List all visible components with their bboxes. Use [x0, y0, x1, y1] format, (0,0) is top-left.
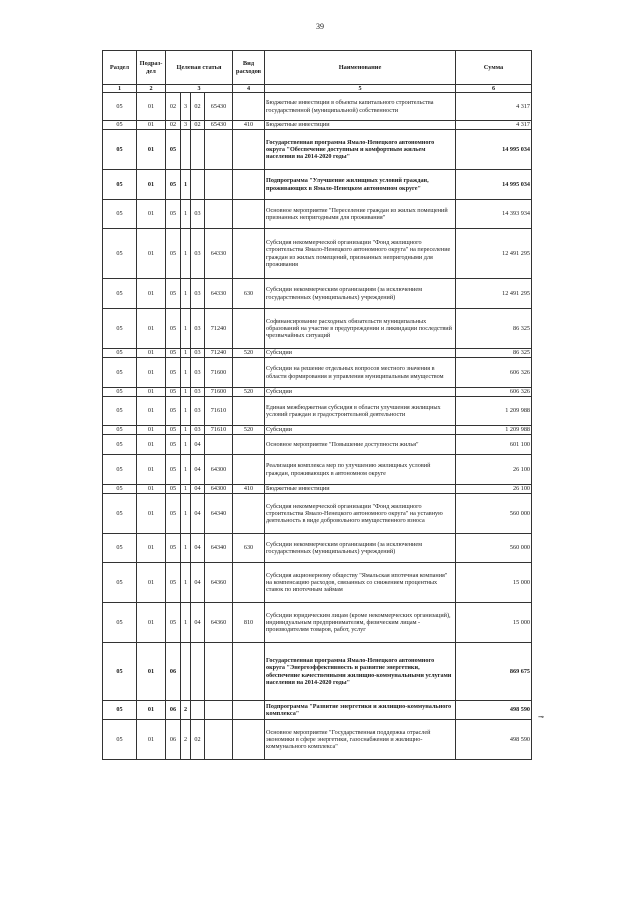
- cell-naimenovanie: Субсидии на решение отдельных вопросов местного значения в области формирования и управления муниципальным имуществом: [265, 358, 456, 388]
- cell-podrazdel: 01: [137, 563, 166, 603]
- margin-mark: ⊸: [538, 713, 544, 721]
- table-row: [103, 388, 532, 397]
- cell-summa: 26 100: [456, 485, 532, 494]
- cell-razdel: 05: [103, 643, 137, 701]
- cell-razdel: 05: [103, 130, 137, 170]
- cell-podrazdel: 01: [137, 279, 166, 309]
- cell-summa: 12 491 295: [456, 279, 532, 309]
- page-number: 39: [316, 22, 324, 31]
- cell-razdel: 05: [103, 485, 137, 494]
- header-summa: Сумма: [456, 51, 532, 85]
- cell-podrazdel: 01: [137, 229, 166, 279]
- cell-podrazdel: 01: [137, 485, 166, 494]
- cell-subprogram-code: 1: [181, 349, 191, 358]
- table-row: [103, 534, 532, 563]
- header-celevaya-statya: Целевая статья: [166, 51, 233, 85]
- cell-vid-raskhodov: [233, 643, 265, 701]
- cell-program-code: 05: [166, 200, 181, 229]
- cell-direction-code: [205, 170, 233, 200]
- cell-event-code: 04: [191, 494, 205, 534]
- cell-vid-raskhodov: 630: [233, 279, 265, 309]
- cell-summa: 606 326: [456, 388, 532, 397]
- cell-naimenovanie: Софинансирование расходных обязательств муниципальных образований на участие в предупреждении и ликвидации последствий чрезвычайных ситуаций: [265, 309, 456, 349]
- table-row: [103, 494, 532, 534]
- cell-direction-code: 64300: [205, 455, 233, 485]
- cell-event-code: 04: [191, 563, 205, 603]
- table-row: [103, 309, 532, 349]
- cell-podrazdel: 01: [137, 121, 166, 130]
- cell-summa: 86 325: [456, 309, 532, 349]
- table-row: [103, 720, 532, 760]
- cell-podrazdel: 01: [137, 93, 166, 121]
- cell-event-code: 04: [191, 534, 205, 563]
- cell-vid-raskhodov: [233, 200, 265, 229]
- cell-program-code: 05: [166, 388, 181, 397]
- cell-program-code: 06: [166, 643, 181, 701]
- cell-summa: 4 317: [456, 93, 532, 121]
- cell-vid-raskhodov: [233, 720, 265, 760]
- cell-summa: 560 000: [456, 494, 532, 534]
- cell-program-code: 05: [166, 397, 181, 426]
- cell-naimenovanie: Государственная программа Ямало-Ненецкого автономного округа "Обеспечение доступным и комфортным жильем населения на 2014-2020 годы": [265, 130, 456, 170]
- table-row: [103, 643, 532, 701]
- cell-razdel: 05: [103, 229, 137, 279]
- cell-subprogram-code: 1: [181, 455, 191, 485]
- cell-podrazdel: 01: [137, 349, 166, 358]
- cell-direction-code: 71610: [205, 397, 233, 426]
- cell-program-code: 05: [166, 485, 181, 494]
- table-body: [103, 93, 532, 760]
- cell-vid-raskhodov: [233, 455, 265, 485]
- cell-direction-code: 64300: [205, 485, 233, 494]
- cell-naimenovanie: Подпрограмма "Улучшение жилищных условий граждан, проживающих в Ямало-Ненецком автономном округе": [265, 170, 456, 200]
- cell-event-code: 02: [191, 720, 205, 760]
- cell-vid-raskhodov: [233, 170, 265, 200]
- cell-subprogram-code: 3: [181, 121, 191, 130]
- table-row: [103, 358, 532, 388]
- table-row: [103, 121, 532, 130]
- cell-vid-raskhodov: [233, 397, 265, 426]
- cell-subprogram-code: 1: [181, 534, 191, 563]
- cell-program-code: 05: [166, 130, 181, 170]
- cell-vid-raskhodov: [233, 563, 265, 603]
- cell-subprogram-code: 1: [181, 426, 191, 435]
- cell-razdel: 05: [103, 93, 137, 121]
- cell-direction-code: 71610: [205, 426, 233, 435]
- cell-podrazdel: 01: [137, 426, 166, 435]
- cell-razdel: 05: [103, 170, 137, 200]
- cell-podrazdel: 01: [137, 397, 166, 426]
- cell-razdel: 05: [103, 563, 137, 603]
- cell-summa: 601 100: [456, 435, 532, 455]
- table-row: [103, 200, 532, 229]
- cell-direction-code: [205, 720, 233, 760]
- cell-summa: 498 590: [456, 701, 532, 720]
- table-header-row: [103, 51, 532, 85]
- header-naimenovanie: Наименование: [265, 51, 456, 85]
- header-vid-raskhodov: Вид расходов: [233, 51, 265, 85]
- cell-direction-code: 64330: [205, 229, 233, 279]
- cell-summa: 1 209 988: [456, 426, 532, 435]
- cell-direction-code: 65430: [205, 93, 233, 121]
- column-index: 4: [233, 85, 265, 93]
- table-row: [103, 455, 532, 485]
- cell-razdel: 05: [103, 534, 137, 563]
- cell-naimenovanie: Бюджетные инвестиции: [265, 121, 456, 130]
- cell-subprogram-code: [181, 643, 191, 701]
- cell-razdel: 05: [103, 279, 137, 309]
- column-index: 3: [166, 85, 233, 93]
- cell-vid-raskhodov: [233, 435, 265, 455]
- cell-vid-raskhodov: 630: [233, 534, 265, 563]
- cell-subprogram-code: 1: [181, 279, 191, 309]
- table-row: [103, 279, 532, 309]
- cell-podrazdel: 01: [137, 435, 166, 455]
- cell-podrazdel: 01: [137, 494, 166, 534]
- cell-razdel: 05: [103, 435, 137, 455]
- cell-subprogram-code: 1: [181, 309, 191, 349]
- cell-naimenovanie: Субсидии: [265, 426, 456, 435]
- cell-program-code: 05: [166, 455, 181, 485]
- cell-vid-raskhodov: 410: [233, 121, 265, 130]
- cell-summa: 1 209 988: [456, 397, 532, 426]
- cell-event-code: [191, 643, 205, 701]
- cell-event-code: [191, 701, 205, 720]
- cell-direction-code: 71600: [205, 388, 233, 397]
- cell-vid-raskhodov: 520: [233, 426, 265, 435]
- cell-direction-code: 64340: [205, 494, 233, 534]
- cell-subprogram-code: 1: [181, 494, 191, 534]
- table-row: [103, 130, 532, 170]
- cell-summa: 606 326: [456, 358, 532, 388]
- cell-program-code: 06: [166, 701, 181, 720]
- cell-vid-raskhodov: [233, 494, 265, 534]
- cell-subprogram-code: 1: [181, 358, 191, 388]
- cell-summa: 498 590: [456, 720, 532, 760]
- cell-event-code: 03: [191, 358, 205, 388]
- cell-vid-raskhodov: [233, 358, 265, 388]
- cell-naimenovanie: Бюджетные инвестиции в объекты капитального строительства государственной (муниципальной) собственности: [265, 93, 456, 121]
- cell-razdel: 05: [103, 200, 137, 229]
- cell-subprogram-code: 2: [181, 701, 191, 720]
- cell-razdel: 05: [103, 426, 137, 435]
- cell-summa: 4 317: [456, 121, 532, 130]
- cell-summa: 14 995 034: [456, 130, 532, 170]
- cell-direction-code: 65430: [205, 121, 233, 130]
- cell-podrazdel: 01: [137, 170, 166, 200]
- cell-vid-raskhodov: [233, 93, 265, 121]
- budget-table: [102, 50, 532, 760]
- cell-subprogram-code: 1: [181, 170, 191, 200]
- cell-direction-code: 71240: [205, 349, 233, 358]
- cell-event-code: 02: [191, 93, 205, 121]
- header-podrazdel: Подраз-дел: [137, 51, 166, 85]
- cell-event-code: 04: [191, 435, 205, 455]
- cell-direction-code: 64340: [205, 534, 233, 563]
- cell-subprogram-code: [181, 130, 191, 170]
- cell-podrazdel: 01: [137, 309, 166, 349]
- cell-direction-code: [205, 200, 233, 229]
- cell-program-code: 05: [166, 603, 181, 643]
- cell-podrazdel: 01: [137, 200, 166, 229]
- cell-program-code: 05: [166, 494, 181, 534]
- cell-direction-code: [205, 130, 233, 170]
- cell-program-code: 06: [166, 720, 181, 760]
- cell-naimenovanie: Подпрограмма "Развитие энергетики и жилищно-коммунального комплекса": [265, 701, 456, 720]
- cell-razdel: 05: [103, 701, 137, 720]
- cell-subprogram-code: 1: [181, 435, 191, 455]
- cell-podrazdel: 01: [137, 701, 166, 720]
- column-index: 1: [103, 85, 137, 93]
- cell-summa: 86 325: [456, 349, 532, 358]
- cell-vid-raskhodov: [233, 701, 265, 720]
- cell-program-code: 05: [166, 426, 181, 435]
- cell-subprogram-code: 1: [181, 485, 191, 494]
- cell-razdel: 05: [103, 455, 137, 485]
- cell-naimenovanie: Субсидии некоммерческим организациям (за исключением государственных (муниципальных) учреждений): [265, 279, 456, 309]
- cell-event-code: 03: [191, 388, 205, 397]
- cell-podrazdel: 01: [137, 130, 166, 170]
- cell-subprogram-code: 1: [181, 229, 191, 279]
- cell-program-code: 05: [166, 563, 181, 603]
- cell-event-code: 04: [191, 603, 205, 643]
- cell-summa: 869 675: [456, 643, 532, 701]
- table-row: [103, 603, 532, 643]
- cell-subprogram-code: 1: [181, 563, 191, 603]
- cell-naimenovanie: Субсидии: [265, 388, 456, 397]
- cell-summa: 14 393 934: [456, 200, 532, 229]
- cell-razdel: 05: [103, 388, 137, 397]
- cell-summa: 12 491 295: [456, 229, 532, 279]
- cell-event-code: 03: [191, 349, 205, 358]
- cell-summa: 15 000: [456, 603, 532, 643]
- column-index: 5: [265, 85, 456, 93]
- table-row: [103, 397, 532, 426]
- cell-naimenovanie: Субсидии некоммерческим организациям (за исключением государственных (муниципальных) учреждений): [265, 534, 456, 563]
- cell-razdel: 05: [103, 603, 137, 643]
- cell-razdel: 05: [103, 121, 137, 130]
- cell-naimenovanie: Субсидия акционерному обществу "Ямальская ипотечная компания" на компенсацию расходов, связанных со снижением процентных ставок по ипотечным займам: [265, 563, 456, 603]
- cell-direction-code: 64360: [205, 563, 233, 603]
- header-razdel: Раздел: [103, 51, 137, 85]
- cell-podrazdel: 01: [137, 720, 166, 760]
- column-index: 2: [137, 85, 166, 93]
- cell-event-code: 03: [191, 397, 205, 426]
- cell-direction-code: 71240: [205, 309, 233, 349]
- cell-naimenovanie: Субсидия некоммерческой организации "Фонд жилищного строительства Ямало-Ненецкого автономного округа" на уставную деятельность в виде добровольного имущественного взноса: [265, 494, 456, 534]
- table-row: [103, 229, 532, 279]
- cell-summa: 15 000: [456, 563, 532, 603]
- cell-direction-code: 71600: [205, 358, 233, 388]
- cell-podrazdel: 01: [137, 643, 166, 701]
- table-row: [103, 485, 532, 494]
- table-row: [103, 435, 532, 455]
- cell-program-code: 02: [166, 121, 181, 130]
- cell-podrazdel: 01: [137, 388, 166, 397]
- cell-naimenovanie: Государственная программа Ямало-Ненецкого автономного округа "Энергоэффективность и развитие энергетики, обеспечение качественными жилищно-коммунальными услугами населения на 2014-2020 годы": [265, 643, 456, 701]
- cell-program-code: 05: [166, 170, 181, 200]
- cell-vid-raskhodov: 520: [233, 349, 265, 358]
- cell-event-code: 02: [191, 121, 205, 130]
- cell-event-code: 03: [191, 426, 205, 435]
- cell-program-code: 05: [166, 435, 181, 455]
- cell-program-code: 05: [166, 279, 181, 309]
- table-row: [103, 563, 532, 603]
- cell-program-code: 02: [166, 93, 181, 121]
- cell-event-code: [191, 130, 205, 170]
- cell-subprogram-code: 1: [181, 388, 191, 397]
- cell-vid-raskhodov: [233, 309, 265, 349]
- cell-naimenovanie: Основное мероприятие "Государственная поддержка отраслей экономики в сфере энергетики, газоснабжения и жилищно-коммунального комплекса": [265, 720, 456, 760]
- cell-naimenovanie: Реализация комплекса мер по улучшению жилищных условий граждан, проживающих в автономном округе: [265, 455, 456, 485]
- cell-event-code: 03: [191, 279, 205, 309]
- cell-subprogram-code: 1: [181, 200, 191, 229]
- cell-naimenovanie: Субсидии: [265, 349, 456, 358]
- cell-summa: 14 995 034: [456, 170, 532, 200]
- cell-razdel: 05: [103, 349, 137, 358]
- cell-subprogram-code: 1: [181, 603, 191, 643]
- cell-vid-raskhodov: [233, 229, 265, 279]
- table-row: [103, 170, 532, 200]
- cell-vid-raskhodov: [233, 130, 265, 170]
- cell-event-code: 04: [191, 485, 205, 494]
- table-row: [103, 349, 532, 358]
- cell-program-code: 05: [166, 534, 181, 563]
- cell-event-code: [191, 170, 205, 200]
- cell-vid-raskhodov: 410: [233, 485, 265, 494]
- cell-podrazdel: 01: [137, 358, 166, 388]
- cell-direction-code: [205, 435, 233, 455]
- cell-vid-raskhodov: 810: [233, 603, 265, 643]
- table-row: [103, 426, 532, 435]
- cell-direction-code: [205, 643, 233, 701]
- cell-subprogram-code: 1: [181, 397, 191, 426]
- cell-naimenovanie: Субсидия некоммерческой организации "Фонд жилищного строительства Ямало-Ненецкого автономного округа" на переселение граждан из жилых помещений, признанных непригодными для проживания: [265, 229, 456, 279]
- cell-program-code: 05: [166, 309, 181, 349]
- column-index-row: [103, 85, 532, 93]
- cell-naimenovanie: Основное мероприятие "Переселение граждан из жилых помещений признанных непригодными для проживания": [265, 200, 456, 229]
- cell-razdel: 05: [103, 494, 137, 534]
- cell-subprogram-code: 2: [181, 720, 191, 760]
- cell-naimenovanie: Основное мероприятие "Повышение доступности жилья": [265, 435, 456, 455]
- cell-direction-code: 64330: [205, 279, 233, 309]
- cell-razdel: 05: [103, 720, 137, 760]
- cell-direction-code: 64360: [205, 603, 233, 643]
- cell-event-code: 03: [191, 309, 205, 349]
- cell-direction-code: [205, 701, 233, 720]
- cell-naimenovanie: Единая межбюджетная субсидия в области улучшения жилищных условий граждан и градостроительной деятельности: [265, 397, 456, 426]
- cell-program-code: 05: [166, 229, 181, 279]
- cell-program-code: 05: [166, 349, 181, 358]
- cell-event-code: 04: [191, 455, 205, 485]
- cell-vid-raskhodov: 520: [233, 388, 265, 397]
- cell-event-code: 03: [191, 200, 205, 229]
- cell-program-code: 05: [166, 358, 181, 388]
- cell-podrazdel: 01: [137, 455, 166, 485]
- cell-summa: 560 000: [456, 534, 532, 563]
- table-row: [103, 701, 532, 720]
- cell-podrazdel: 01: [137, 603, 166, 643]
- cell-naimenovanie: Субсидии юридическим лицам (кроме некоммерческих организаций), индивидуальным предпринимателям, физическим лицам - производителям товаров, работ, услуг: [265, 603, 456, 643]
- column-index: 6: [456, 85, 532, 93]
- cell-summa: 26 100: [456, 455, 532, 485]
- cell-subprogram-code: 3: [181, 93, 191, 121]
- cell-naimenovanie: Бюджетные инвестиции: [265, 485, 456, 494]
- cell-razdel: 05: [103, 358, 137, 388]
- cell-podrazdel: 01: [137, 534, 166, 563]
- cell-event-code: 03: [191, 229, 205, 279]
- table-row: [103, 93, 532, 121]
- cell-razdel: 05: [103, 309, 137, 349]
- cell-razdel: 05: [103, 397, 137, 426]
